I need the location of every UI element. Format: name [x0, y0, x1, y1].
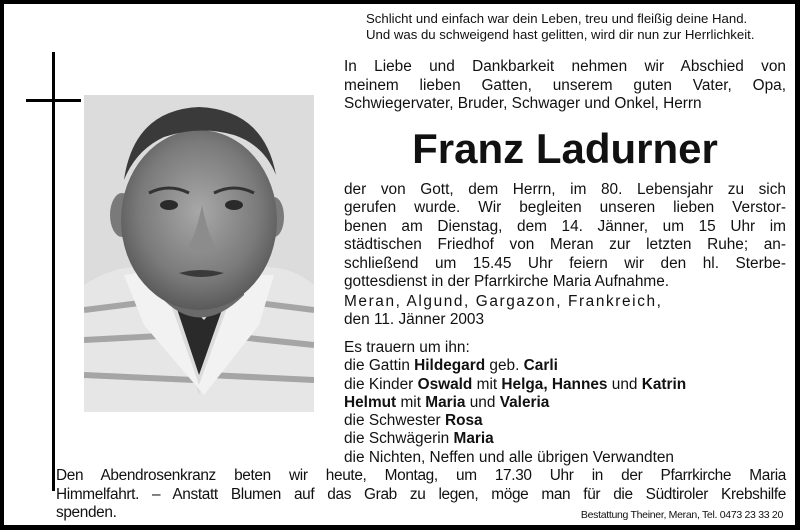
mourner-row	[344, 449, 786, 467]
announcement-line: der von Gott, dem Herrn, im 80. Lebensjahr zu sich	[344, 181, 786, 198]
footer-line: spenden.	[56, 504, 117, 521]
intro-paragraph	[344, 58, 786, 114]
announcement-line: benen am Dienstag, dem 14. Jänner, um 15 Uhr im	[344, 217, 786, 235]
mourner-row	[344, 412, 786, 430]
mourner-row	[344, 430, 786, 448]
cross-icon	[52, 52, 55, 491]
mourner-relation: die Schwester	[344, 412, 445, 430]
mourners-heading: Es trauern um ihn:	[344, 339, 470, 356]
intro-line: In Liebe und Dankbarkeit nehmen wir Abschied von	[344, 58, 786, 75]
mourner-name: Oswald	[417, 375, 473, 393]
mourner-name: Maria	[425, 393, 466, 411]
mourners-list	[344, 339, 786, 467]
mourner-name: Helmut	[344, 393, 397, 411]
intro-line: meinem lieben Gatten, unserem guten Vater, Opa,	[344, 76, 786, 94]
footer-line: Himmelfahrt. – Anstatt Blumen auf das Grab zu legen, möge man für die Südtiroler Krebshilfe	[56, 485, 786, 503]
date: den 11. Jänner 2003	[344, 311, 485, 328]
deceased-name: Franz Ladurner	[412, 125, 718, 172]
announcement-paragraph	[344, 181, 786, 291]
motto-verse	[366, 11, 786, 43]
announcement-line: gerufen wurde. Wir begleiten unseren lieben Verstor-	[344, 199, 786, 217]
mourner-name: Carli	[523, 357, 558, 375]
intro-line: Schwiegervater, Bruder, Schwager und Onkel, Herrn	[344, 95, 702, 112]
mourner-row	[344, 357, 786, 375]
mourner-relation: mit	[396, 393, 426, 411]
portrait-illustration	[84, 95, 314, 412]
portrait-photo	[84, 95, 314, 412]
places: Meran, Algund, Gargazon, Frankreich,	[344, 293, 663, 310]
footer-line: Den Abendrosenkranz beten wir heute, Montag, um 17.30 Uhr in der Pfarrkirche Maria	[56, 467, 786, 484]
place-and-date	[344, 293, 786, 329]
mourner-relation: und	[607, 375, 642, 393]
mourner-relation: die Schwägerin	[344, 430, 454, 448]
mourner-rows	[344, 357, 786, 467]
undertaker-credit: Bestattung Theiner, Meran, Tel. 0473 23 33 20	[580, 509, 783, 521]
mourner-row	[344, 376, 786, 394]
announcement-line: schließend um 15.45 Uhr feiern wir den hl. Sterbe-	[344, 254, 786, 272]
announcement-line: städtischen Friedhof von Meran zur letzten Ruhe; an-	[344, 236, 786, 254]
death-notice	[4, 4, 795, 525]
mourner-name: Valeria	[499, 393, 550, 411]
mourner-relation: und	[465, 393, 500, 411]
mourner-relation: die Kinder	[344, 375, 418, 393]
mourner-name: Helga, Hannes	[501, 375, 608, 393]
mourner-relation: die Nichten, Neffen und alle übrigen Verwandten	[344, 448, 674, 466]
mourner-row	[344, 394, 786, 412]
cross-icon-crossbar	[26, 99, 81, 102]
mourner-name: Maria	[453, 430, 494, 448]
motto-line: Schlicht und einfach war dein Leben, treu und fleißig deine Hand.	[366, 11, 748, 26]
motto-line: Und was du schweigend hast gelitten, wird dir nun zur Herrlichkeit.	[366, 27, 755, 42]
mourner-relation: mit	[472, 375, 502, 393]
mourner-relation: die Gattin	[344, 357, 415, 375]
announcement-line: gottesdienst in der Pfarrkirche Maria Aufnahme.	[344, 273, 670, 291]
mourner-name: Rosa	[444, 412, 483, 430]
mourner-name: Hildegard	[414, 357, 486, 375]
mourner-name: Katrin	[641, 375, 687, 393]
mourner-relation: geb.	[485, 357, 524, 375]
